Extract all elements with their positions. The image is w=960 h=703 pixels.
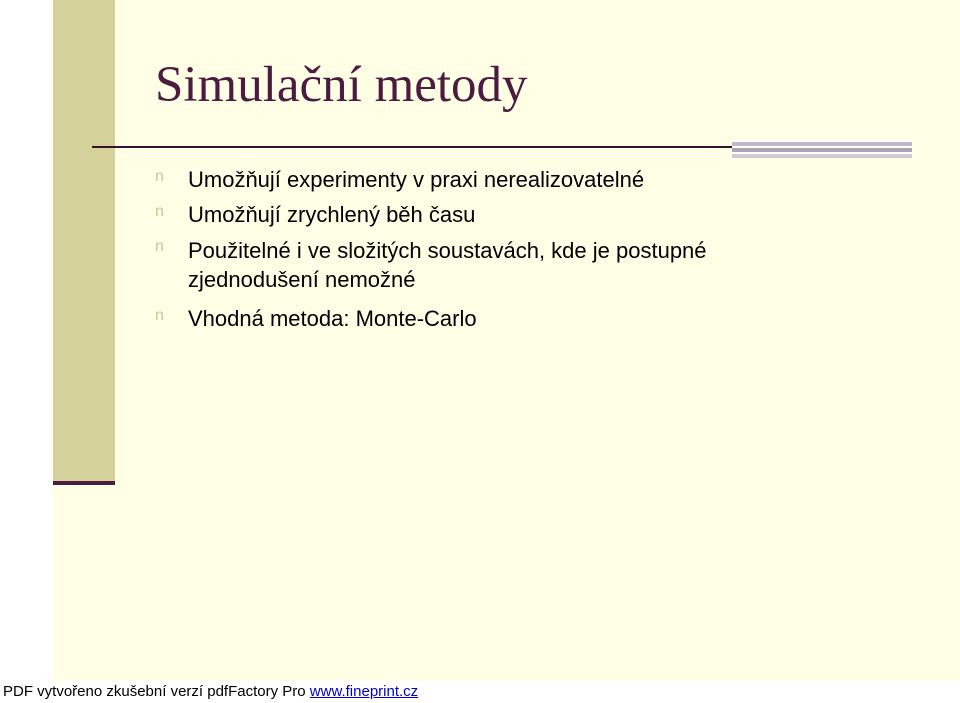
bullet-marker: n [155, 238, 164, 255]
bullet-text: Umožňují zrychlený běh času [188, 202, 476, 227]
footer-link[interactable]: www.fineprint.cz [309, 683, 419, 700]
bullet-marker: n [155, 168, 164, 185]
bullet-text: Použitelné i ve složitých soustavách, kde je postupné zjednodušení nemožné [188, 238, 707, 292]
side-bar-rule [53, 481, 115, 485]
footer-text: PDF vytvořeno zkušební verzí pdfFactory Pro [3, 683, 306, 700]
bullet-text: Vhodná metoda: Monte-Carlo [188, 306, 477, 331]
title-underline-accent [732, 140, 912, 158]
side-bar-decoration [53, 0, 115, 481]
title-underline [92, 146, 732, 148]
slide-title: Simulační metody [155, 57, 528, 113]
bullet-text: Umožňují experimenty v praxi nerealizovatelné [188, 167, 645, 192]
left-margin [0, 0, 53, 681]
bullet-marker: n [155, 203, 164, 220]
bullet-marker: n [155, 307, 164, 324]
pdf-footer [0, 681, 960, 703]
